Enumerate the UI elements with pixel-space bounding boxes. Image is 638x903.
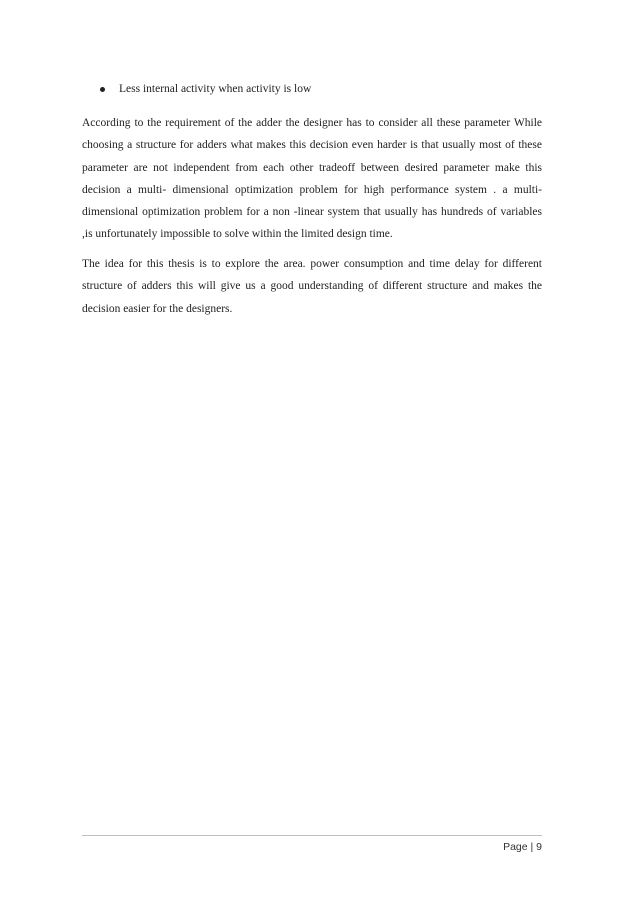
paragraph-requirements: According to the requirement of the adder the designer has to consider all these parameter While choosing a structure for adders what makes this decision even harder is that usually most of these parameter are not independent from each other tradeoff between desired parameter make this decision a multi- dimensional optimization problem for high performance system . a multi-dimensional optimization problem for a non -linear system that usually has hundreds of variables ,is unfortunately impossible to solve within the limited design time. — [82, 117, 542, 241]
page-number: Page | 9 — [503, 841, 542, 853]
bullet-icon — [100, 87, 105, 92]
bullet-text: Less internal activity when activity is low — [119, 83, 312, 95]
bullet-item — [100, 80, 560, 98]
page-footer — [82, 835, 542, 857]
paragraph-thesis-idea: The idea for this thesis is to explore the area. power consumption and time delay for different structure of adders this will give us a good understanding of different structure and makes the decision easier for the designers. — [82, 258, 542, 315]
